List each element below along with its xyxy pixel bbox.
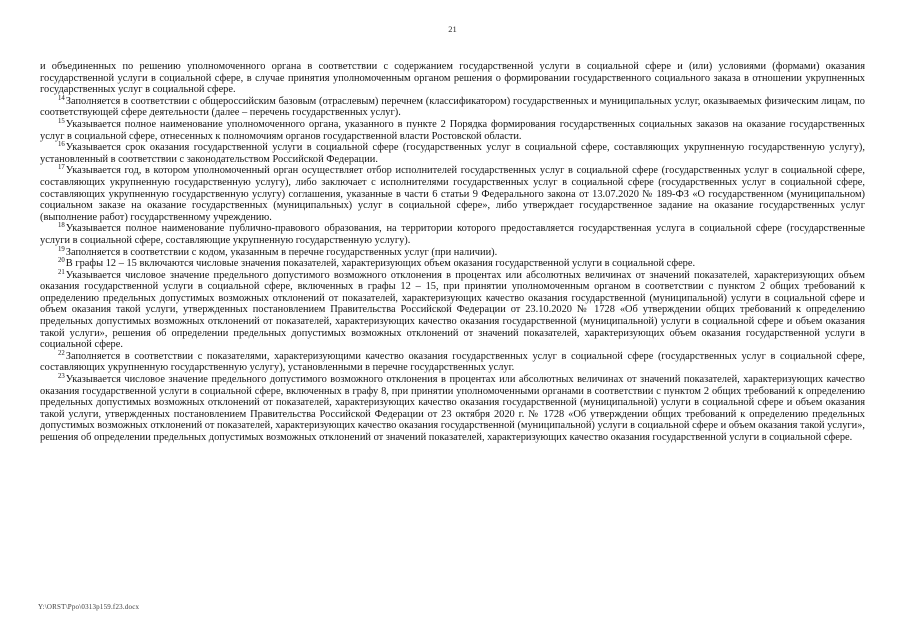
footnote-text: Указывается год, в котором уполномоченный орган осуществляет отбор исполнителей государственных услуг в социальной сфере (государственных услуг в социальной сфере, составляющих укрупненную государственную услугу), либо заключает с исполнителями государственных услуг в социальной сфере (государственных услуг в социальной сфере, составляющих укрупненную государственную услугу) соглашения, указанные в части 6 статьи 9 Федерального закона от 13.07.2020 № 189-ФЗ «О государственном (муниципальном) социальном заказе на оказание государственных (муниципальных) услуг в социальной сфере», либо утверждает государственное задание на оказание государственных услуг (выполнение работ) государственному учреждению. <box>40 165 865 223</box>
footnote-23 <box>40 374 865 444</box>
footnote-19 <box>40 247 865 259</box>
footnote-number: 15 <box>58 117 65 125</box>
footnote-14 <box>40 96 865 119</box>
footnote-text: Заполняется в соответствии с показателями, характеризующими качество оказания государственных услуг в социальной сфере (государственных услуг в социальной сфере, составляющих укрупненную государственную услугу), установленными в перечне государственных услуг. <box>40 350 865 374</box>
footnote-number: 23 <box>58 373 65 381</box>
page-number: 21 <box>448 24 457 34</box>
footnote-number: 21 <box>58 268 65 276</box>
footnote-number: 16 <box>58 141 65 149</box>
footnote-21 <box>40 270 865 351</box>
footnote-22 <box>40 351 865 374</box>
footnote-number: 17 <box>58 164 65 172</box>
footnote-text: Указывается полное наименование публично-правового образования, на территории которого предоставляется государственная услуга в социальной сфере (государственные услуги в социальной сфере, составляющие укрупненную государственную услугу). <box>40 223 865 246</box>
footnote-number: 22 <box>58 349 65 357</box>
footnote-number: 19 <box>58 245 65 253</box>
footnote-text: Указывается числовое значение предельного допустимого возможного отклонения в процентах или абсолютных величинах от значений показателей, характеризующих объем оказания государственной услуги в социальной сфере, включенных в графы 12 – 15, при принятии уполномоченным органом в соответствии с пунктом 2 общих требований к определению предельных допустимых возможных отклонений от показателей, характеризующих качество оказания государственной (муниципальной) услуги в социальной сфере и объем оказания такой услуги, утвержденных постановлением Правительства Российской Федерации от 23.10.2020 № 1728 «Об утверждении общих требований к определению предельных допустимых возможных отклонений от показателей, характеризующих качество оказания государственной (муниципальной) услуги в социальной сфере и объем оказания такой услуги», решения об определении предельных допустимых возможных отклонений от значений показателей, характеризующих объем оказания государственной услуги в социальной сфере. <box>40 269 865 351</box>
continuation-paragraph: и объединенных по решению уполномоченного органа в соответствии с содержанием государственной услуги в социальной сфере и (или) условиями (формами) оказания государственной услуги в социальной сфере, в случае принятия уполномоченным органом решения о формировании государственного социального заказа в отношении укрупненных государственных услуг в социальной сфере. <box>40 61 865 96</box>
footnote-17 <box>40 165 865 223</box>
footnote-text: Заполняется в соответствии с кодом, указанным в перечне государственных услуг (при наличии). <box>65 246 498 258</box>
footnote-number: 14 <box>58 94 65 102</box>
footnote-18 <box>40 223 865 246</box>
footnote-text: В графы 12 – 15 включаются числовые значения показателей, характеризующих объем оказания государственной услуги в социальной сфере. <box>65 258 696 270</box>
footnote-text: Указывается числовое значение предельного допустимого возможного отклонения в процентах или абсолютных величинах от значений показателей, характеризующих качество оказания государственной услуги в социальной сфере, включенных в графу 8, при принятии уполномоченными органами в соответствии с пунктом 2 общих требований к определению предельных допустимых возможных отклонений от показателей, характеризующих качество оказания государственной (муниципальной) услуги в социальной сфере и объем оказания такой услуги, утвержденных постановлением Правительства Российской Федерации от 23 октября 2020 г. № 1728 «Об утверждении общих требований к определению предельных допустимых возможных отклонений от показателей, характеризующих качество оказания государственной (муниципальной) услуги в социальной сфере и объем оказания такой услуги», решения об определении предельных допустимых возможных отклонений от значений показателей, характеризующих качество оказания государственной услуги в социальной сфере. <box>40 374 865 443</box>
footnote-15 <box>40 119 865 142</box>
footnote-20 <box>40 258 865 270</box>
document-file-path: Y:\ORST\Ppo\0313p159.f23.docx <box>38 603 140 611</box>
footnote-16 <box>40 142 865 165</box>
footnote-text: Указывается полное наименование уполномоченного органа, указанного в пункте 2 Порядка формирования государственных социальных заказов на оказание государственных услуг в социальной сфере, отнесенных к полномочиям органов государственной власти Ростовской области. <box>40 118 865 142</box>
footnote-text: Указывается срок оказания государственной услуги в социальной сфере (государственных услуг в социальной сфере, составляющих укрупненную государственную услугу), установленный в соответствии с законодательством Российской Федерации. <box>40 142 865 165</box>
document-text-block <box>40 61 865 444</box>
footnote-number: 20 <box>58 257 65 265</box>
footnote-number: 18 <box>58 222 65 230</box>
footnote-text: Заполняется в соответствии с общероссийским базовым (отраслевым) перечнем (классификатором) государственных и муниципальных услуг, оказываемых физическим лицам, по соответствующей сфере деятельности (далее – перечень государственных услуг). <box>40 95 865 119</box>
